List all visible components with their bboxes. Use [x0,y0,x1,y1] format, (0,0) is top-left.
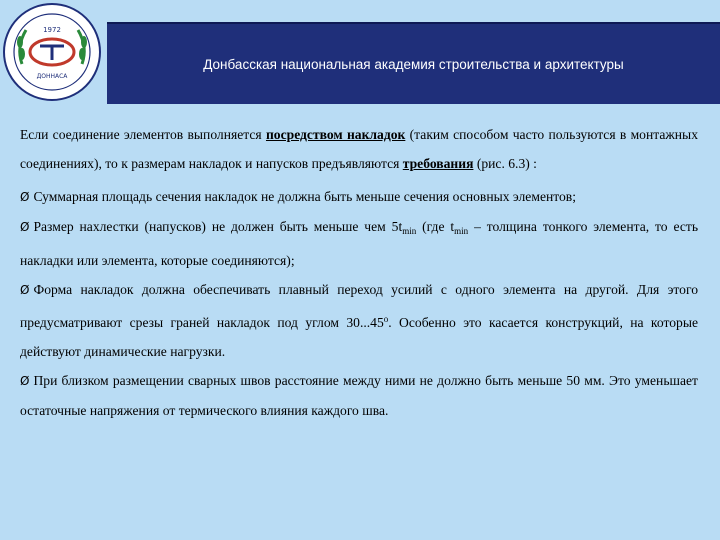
intro-text: (рис. 6.3) : [473,156,537,171]
list-item-text: Форма накладок должна обеспечивать плавный переход усилий с одного элемента на другой. Для этого предусматривают срезы граней накладок под углом 30...45 [20,282,698,330]
intro-text: (таким способом часто пользуются в монтажных соединениях), то к размерам накладок и напусков предъявляются [20,127,698,171]
term-overlays: посредством накладок [265,127,406,142]
intro-paragraph [20,120,698,178]
list-item [20,275,698,366]
header-band [107,22,720,104]
superscript: о [383,314,389,324]
subscript: min [454,226,469,236]
academy-logo [2,2,102,102]
page-title: Донбасская национальная академия строительства и архитектуры [203,57,624,72]
svg-text:1972: 1972 [43,26,61,34]
list-item-text: Суммарная площадь сечения накладок не должна быть меньше сечения основных элементов; [33,189,577,204]
list-item [20,212,698,275]
bullet-arrow-icon: Ø [20,220,30,234]
list-item-text: . Особенно это касается конструкций, на которые действуют динамические нагрузки. [20,315,698,359]
intro-text: Если соединение элементов выполняется [20,127,266,142]
list-item-text: – толщина тонкого элемента, то есть накладки или элемента, которые соединяются); [20,219,699,268]
list-item-text: Размер нахлестки (напусков) не должен быть меньше чем 5t [33,219,403,234]
bullet-arrow-icon: Ø [20,283,30,297]
term-requirements: требования [402,156,474,171]
list-item [20,182,698,212]
bullet-arrow-icon: Ø [20,374,30,388]
svg-text:ДОННАСА: ДОННАСА [36,73,68,80]
list-item [20,366,698,425]
list-item-text: (где t [416,219,455,234]
list-item-text: При близком размещении сварных швов расстояние между ними не должно быть меньше 50 мм. Это уменьшает остаточные напряжения от термического влияния каждого шва. [20,373,698,418]
bullet-arrow-icon: Ø [20,190,30,204]
content-body [20,120,698,425]
subscript: min [402,226,417,236]
